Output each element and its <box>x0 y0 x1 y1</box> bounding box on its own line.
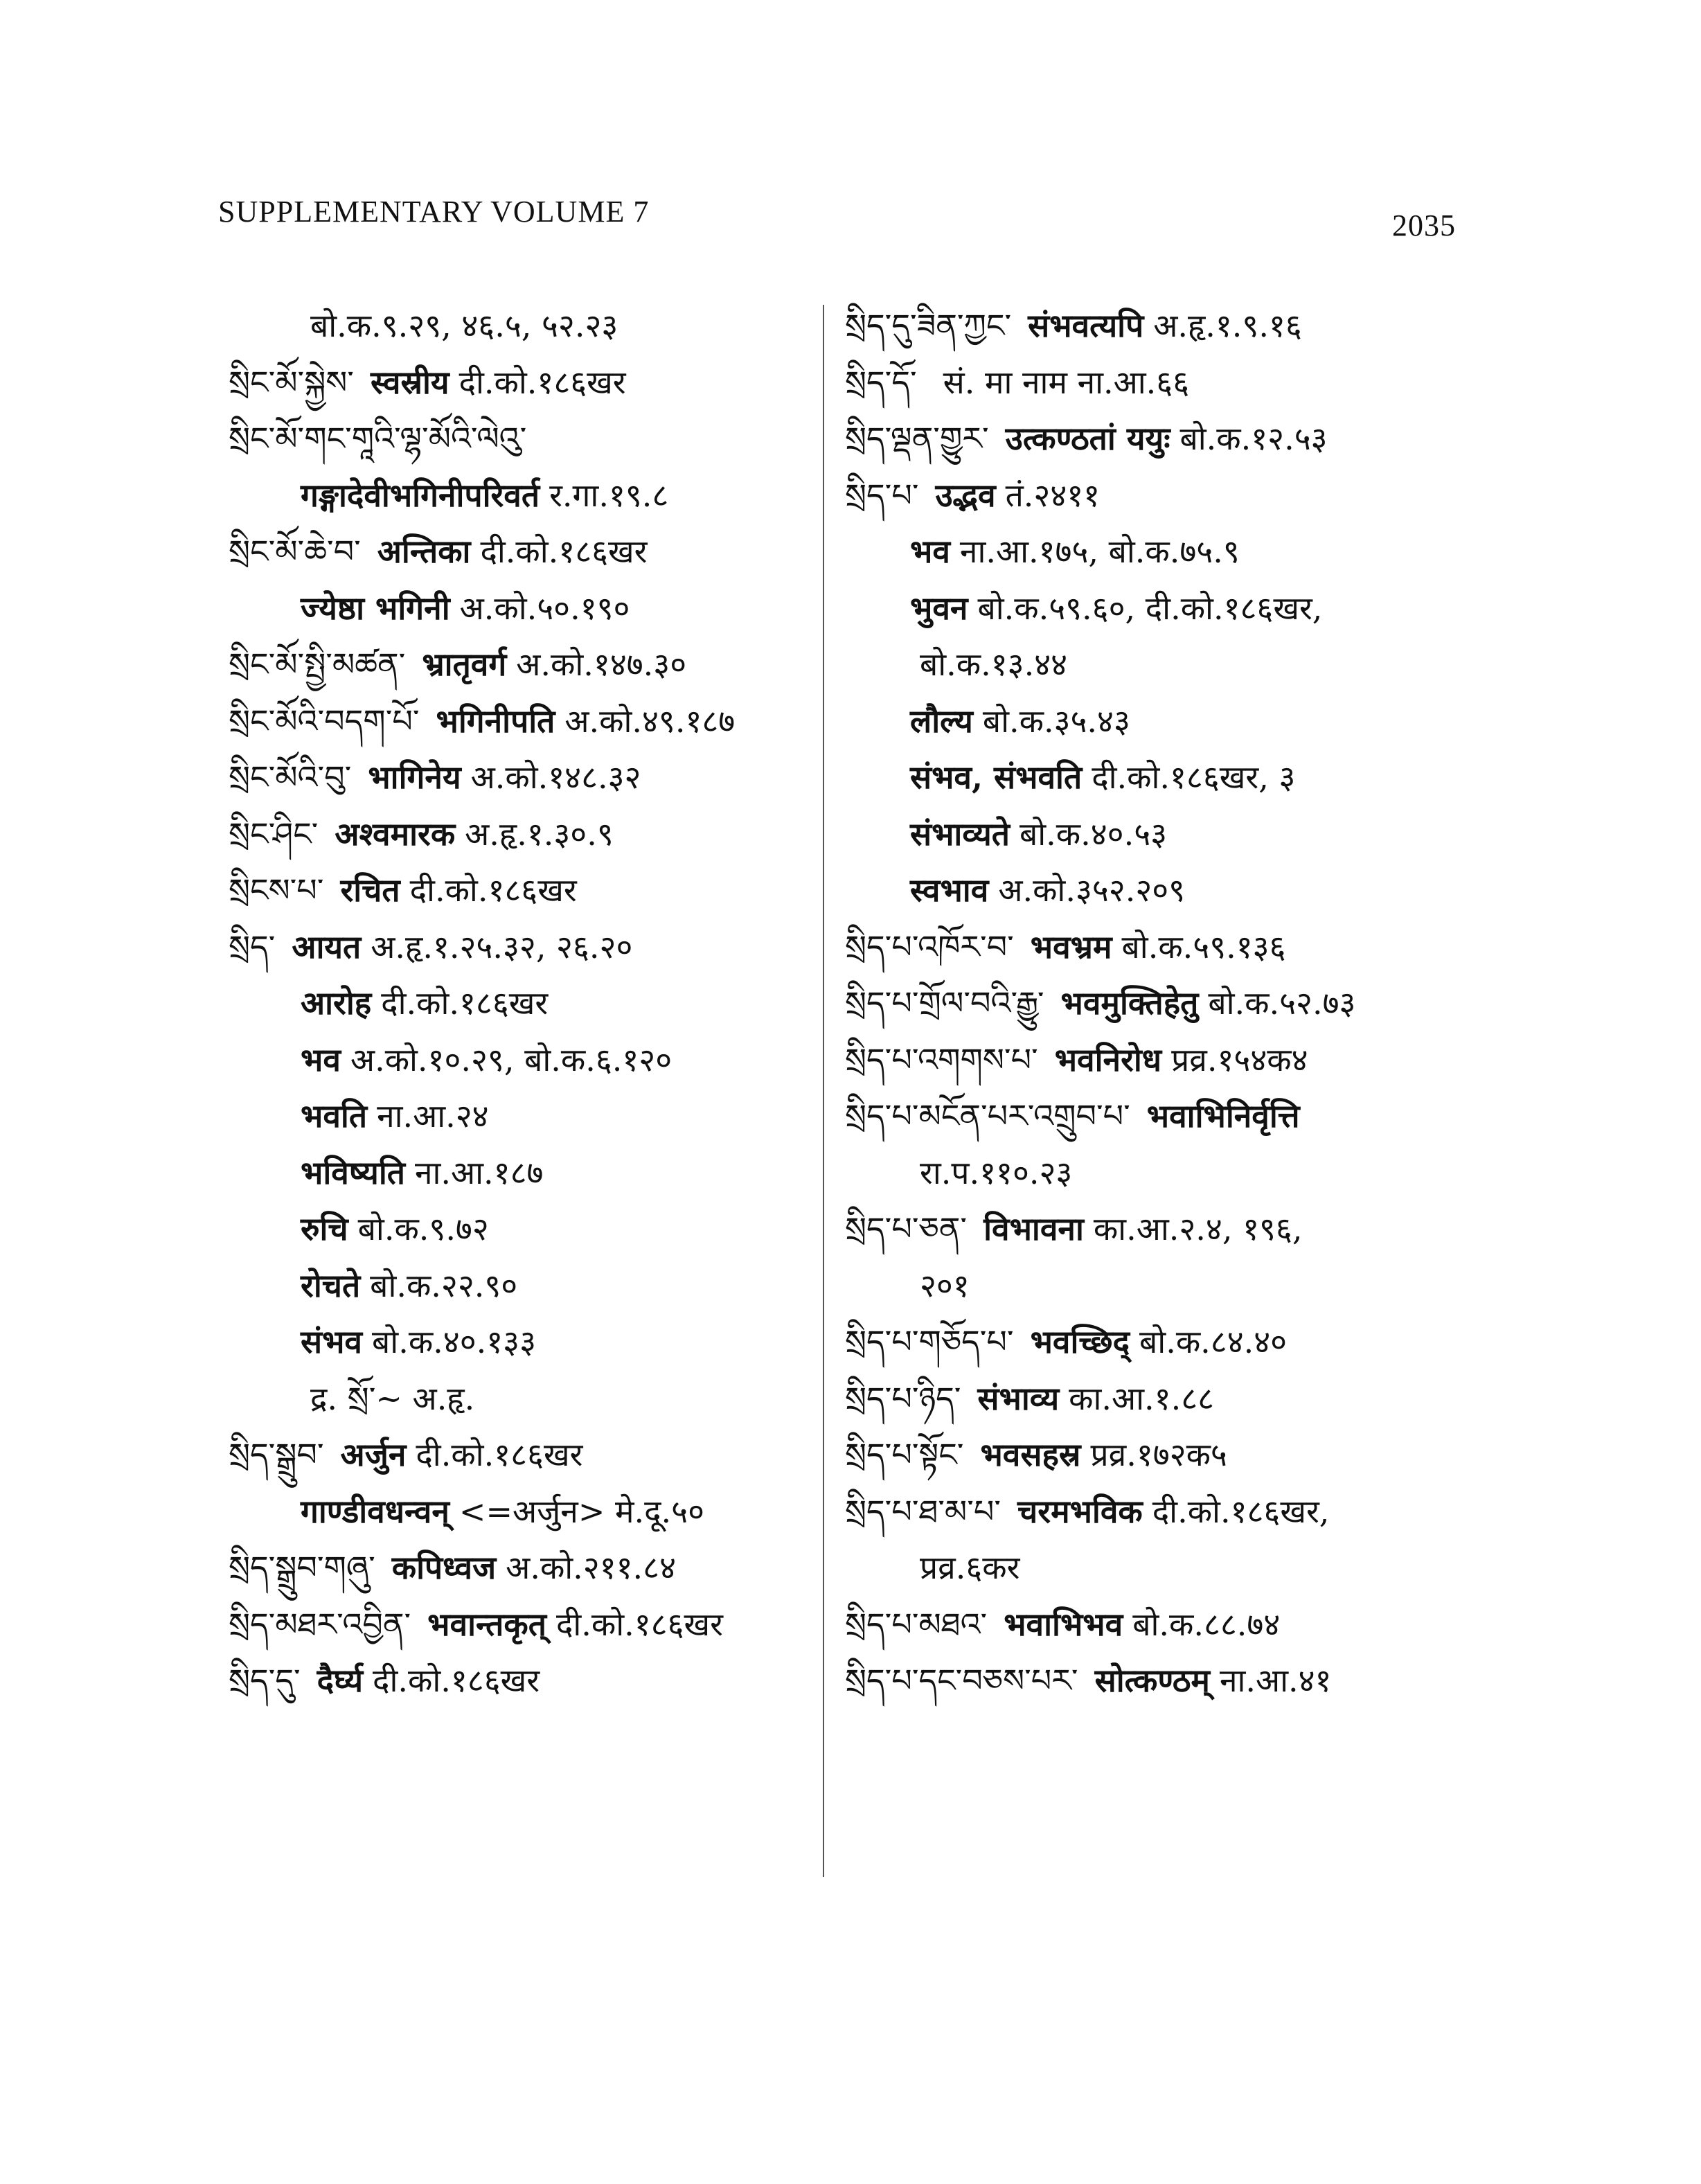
source-reference: ना.आ.१७५, बो.क.७५.९ <box>959 533 1240 570</box>
dictionary-entry <box>845 524 1538 580</box>
source-reference: बो.क.८८.७४ <box>1132 1605 1281 1643</box>
source-reference: प्रव्र.६कर <box>920 1549 1020 1586</box>
tibetan-headword: སྲིད་པ་ཐ་མ་པ་ <box>845 1492 1001 1530</box>
source-reference: दी.को.१८६खर <box>416 1436 583 1473</box>
dictionary-entry <box>845 975 1538 1032</box>
source-reference: बो.क.५९.६०, दी.को.१८६खर, <box>977 589 1323 627</box>
dictionary-entry <box>845 1088 1538 1145</box>
dictionary-entry <box>229 693 824 750</box>
dictionary-entry <box>229 1032 824 1089</box>
dictionary-entry <box>229 749 824 806</box>
source-reference: अ.हृ.१.९.१६ <box>1153 307 1302 344</box>
source-reference: र.गा.१९.८ <box>549 476 669 514</box>
tibetan-headword: སྲིང་མོ་ཆེ་བ་ <box>229 533 361 570</box>
dictionary-entry <box>845 1145 1538 1202</box>
source-reference: प्रव्र.१७२क५ <box>1090 1436 1227 1473</box>
dictionary-entry <box>845 862 1538 919</box>
sanskrit-equivalent: भवनिरोध <box>1054 1040 1162 1078</box>
source-reference: अ.को.२११.८४ <box>506 1549 677 1586</box>
source-reference: बो.क.९.७२ <box>357 1210 489 1248</box>
sanskrit-equivalent: संभव, संभवति <box>910 758 1083 796</box>
sanskrit-equivalent: संभाव्य <box>977 1379 1060 1417</box>
source-reference: बो.क.२२.९० <box>370 1266 518 1304</box>
dictionary-entry <box>845 1540 1538 1597</box>
source-reference: दी.को.१८६खर <box>458 363 626 401</box>
sanskrit-equivalent: भुवन <box>910 589 968 627</box>
sanskrit-equivalent: अन्तिका <box>377 533 471 570</box>
dictionary-entry <box>229 1314 824 1371</box>
sanskrit-equivalent: उद्भव <box>935 476 996 514</box>
dictionary-entry <box>845 298 1538 355</box>
source-reference: दी.को.१८६खर <box>381 984 549 1022</box>
dictionary-entry <box>845 1032 1538 1089</box>
source-reference: अ.हृ.१.२५.३२, २६.२० <box>371 927 633 966</box>
dictionary-entry <box>845 580 1538 637</box>
sanskrit-equivalent: आयत <box>292 927 362 966</box>
running-header: SUPPLEMENTARY VOLUME 7 <box>218 195 650 229</box>
source-reference: <=अर्जुन> मे.दू.५० <box>458 1492 704 1530</box>
sanskrit-equivalent: भगिनीपति <box>436 702 555 740</box>
dictionary-entry <box>845 693 1538 750</box>
sanskrit-equivalent: दैर्घ्य <box>317 1662 364 1699</box>
sanskrit-equivalent: आरोह <box>301 984 372 1022</box>
sanskrit-equivalent: संभवत्यपि <box>1028 307 1144 344</box>
source-reference: ना.आ.२४ <box>377 1097 489 1135</box>
sanskrit-equivalent: भवान्तकृत् <box>427 1605 546 1643</box>
sanskrit-equivalent: स्वस्रीय <box>370 363 449 401</box>
tibetan-headword: སྲིང་མོ་གང་གཱའི་ལྷ་མོའི་ལེའུ་ <box>229 420 527 457</box>
dictionary-entry <box>229 1540 824 1597</box>
sanskrit-equivalent: भवति <box>301 1097 368 1135</box>
source-reference: बो.क.४०.५३ <box>1019 815 1168 853</box>
dictionary-entry <box>845 1427 1538 1484</box>
source-reference: दी.को.१८६खर, <box>1152 1492 1330 1530</box>
sanskrit-equivalent: अर्जुन <box>340 1436 407 1473</box>
sanskrit-equivalent: गङ्गादेवीभगिनीपरिवर्त <box>301 476 540 514</box>
source-reference: अ.को.१४७.३० <box>516 646 687 683</box>
sanskrit-equivalent: रचित <box>340 871 400 909</box>
dictionary-entry <box>229 975 824 1032</box>
dictionary-entry <box>229 468 824 524</box>
sanskrit-equivalent: भ्रातृवर्ग <box>422 646 507 683</box>
tibetan-headword: སྲིད་མཐར་འབྱིན་ <box>229 1605 411 1643</box>
source-reference: सं. मा नाम ना.आ.६६ <box>943 363 1190 401</box>
dictionary-entry <box>229 1201 824 1258</box>
sanskrit-equivalent: सोत्कण्ठम् <box>1094 1662 1210 1699</box>
sanskrit-equivalent: भवभ्रम <box>1030 927 1112 966</box>
page-number: 2035 <box>1392 208 1456 242</box>
source-reference: अ.को.४९.१८७ <box>564 702 736 740</box>
sanskrit-equivalent: रोचते <box>301 1266 361 1304</box>
sanskrit-equivalent: लौल्य <box>910 702 973 740</box>
sanskrit-equivalent: चरमभविक <box>1017 1492 1143 1530</box>
tibetan-headword: སྲིང་མོའི་བུ་ <box>229 758 352 796</box>
source-reference: प्रव्र.१५४क४ <box>1171 1040 1308 1078</box>
sanskrit-equivalent: अश्वमारक <box>335 815 456 853</box>
dictionary-entry <box>845 919 1538 976</box>
dictionary-entry <box>845 1371 1538 1428</box>
column-divider <box>823 305 824 1877</box>
sanskrit-equivalent: उत्कण्ठतां ययुः <box>1005 420 1170 457</box>
sanskrit-equivalent: कपिध्वज <box>391 1549 497 1586</box>
tibetan-headword: སྲིད་པ་ <box>845 476 919 514</box>
dictionary-entry <box>845 806 1538 863</box>
sanskrit-equivalent: भवच्छिद् <box>1030 1323 1130 1360</box>
dictionary-entry <box>845 468 1538 524</box>
source-reference: अ.हृ.१.३०.९ <box>465 815 614 853</box>
tibetan-headword: སྲིངས་པ་ <box>229 871 324 909</box>
tibetan-headword: སྲིད་དུ་ <box>229 1662 301 1699</box>
sanskrit-equivalent: गाण्डीवधन्वन् <box>301 1492 449 1530</box>
dictionary-entry <box>845 1484 1538 1541</box>
source-reference: बो.क.५९.१३६ <box>1121 927 1286 966</box>
source-reference: अ.को.१०.२९, बो.क.६.१२० <box>350 1040 673 1078</box>
sanskrit-equivalent: विभावना <box>983 1210 1084 1248</box>
sanskrit-equivalent: संभाव्यते <box>910 815 1010 853</box>
tibetan-headword: སྲིད་པ་གྲོལ་བའི་རྒྱུ་ <box>845 984 1044 1022</box>
dictionary-entry <box>845 355 1538 411</box>
dictionary-entry <box>229 862 824 919</box>
tibetan-headword: སྲིད་པ་ཉིད་ <box>845 1379 961 1417</box>
dictionary-entry <box>229 806 824 863</box>
tibetan-headword: སྲིང་མོ་སྐྱེས་ <box>229 363 354 401</box>
tibetan-headword: སྲིང་ཤིང་ <box>229 815 319 853</box>
tibetan-headword: སྲིད་སྒྲུབ་ <box>229 1436 324 1473</box>
dictionary-entry <box>845 1597 1538 1653</box>
dictionary-entry <box>845 1258 1538 1315</box>
source-reference: बो.क.९.२९, ४६.५, ५२.२३ <box>310 307 618 344</box>
source-reference: अ.को.३५२.२०९ <box>998 871 1186 909</box>
dictionary-entry <box>845 411 1538 468</box>
sanskrit-equivalent: भवाभिनिर्वृत्ति <box>1146 1097 1300 1135</box>
sanskrit-equivalent: संभव <box>301 1323 363 1360</box>
tibetan-headword: སྲིད་པ་ཅན་ <box>845 1210 968 1248</box>
tibetan-headword: སྲིད་པ་མཐའ་ <box>845 1605 988 1643</box>
dictionary-entry <box>229 1371 824 1428</box>
source-reference: २०१ <box>920 1266 970 1304</box>
dictionary-entry <box>229 1427 824 1484</box>
tibetan-headword: སྲིད་པ་སྟོང་ <box>845 1436 964 1473</box>
tibetan-headword: སྲིད་པ་གཅོད་པ་ <box>845 1323 1014 1360</box>
tibetan-headword: སྲིད་སྒྲུབ་གཞུ་ <box>229 1549 375 1586</box>
dictionary-entry <box>229 1088 824 1145</box>
dictionary-entry <box>229 355 824 411</box>
tibetan-headword: སྲིད་པ་མངོན་པར་འགྲུབ་པ་ <box>845 1097 1130 1135</box>
dictionary-entry <box>845 637 1538 693</box>
sanskrit-equivalent: भवमुक्तिहेतु <box>1060 984 1199 1022</box>
tibetan-headword: སྲིད་ <box>229 927 276 966</box>
source-reference: अ.को.१४८.३२ <box>470 758 641 796</box>
tibetan-headword: སྲིད་པ་དང་བཅས་པར་ <box>845 1662 1078 1699</box>
left-column <box>229 298 824 1710</box>
source-reference: दी.को.१८६खर <box>480 533 648 570</box>
dictionary-entry <box>229 524 824 580</box>
sanskrit-equivalent: भव <box>301 1040 341 1078</box>
dictionary-entry <box>229 298 824 355</box>
source-reference: ना.आ.१८७ <box>414 1153 544 1191</box>
source-reference: का.आ.१.८८ <box>1069 1379 1215 1417</box>
dictionary-entry <box>845 1653 1538 1710</box>
right-column <box>845 298 1538 1710</box>
source-reference: द्र. སྲོ་~ अ.हृ. <box>310 1379 475 1417</box>
dictionary-entry <box>229 1653 824 1710</box>
source-reference: बो.क.८४.४० <box>1139 1323 1288 1360</box>
sanskrit-equivalent: स्वभाव <box>910 871 989 909</box>
sanskrit-equivalent: भवसहस्र <box>980 1436 1081 1473</box>
source-reference: बो.क.४०.१३३ <box>372 1323 536 1360</box>
tibetan-headword: སྲིང་མོའི་བདག་པོ་ <box>229 702 420 740</box>
tibetan-headword: སྲིང་མོ་སྤྱི་མཚན་ <box>229 646 406 683</box>
source-reference: ना.आ.४१ <box>1219 1662 1332 1699</box>
source-reference: तं.२४११ <box>1005 476 1101 514</box>
dictionary-entry <box>845 749 1538 806</box>
dictionary-entry <box>229 919 824 976</box>
dictionary-entry <box>229 580 824 637</box>
dictionary-entry <box>229 637 824 693</box>
sanskrit-equivalent: भागिनेय <box>368 758 461 796</box>
dictionary-entry <box>229 1484 824 1541</box>
dictionary-entry <box>845 1314 1538 1371</box>
sanskrit-equivalent: भवाभिभव <box>1004 1605 1123 1643</box>
dictionary-entry <box>229 411 824 468</box>
sanskrit-equivalent: भविष्यति <box>301 1153 405 1191</box>
source-reference: का.आ.२.४, १९६, <box>1093 1210 1303 1248</box>
source-reference: दी.को.१८६खर, ३ <box>1092 758 1296 796</box>
source-reference: रा.प.११०.२३ <box>920 1153 1073 1191</box>
dictionary-entry <box>229 1597 824 1653</box>
sanskrit-equivalent: ज्येष्ठा भगिनी <box>301 589 450 627</box>
source-reference: बो.क.१३.४४ <box>920 646 1068 683</box>
tibetan-headword: སྲིད་དུ་ཟིན་ཀྱང་ <box>845 307 1012 344</box>
source-reference: दी.को.१८६खर <box>373 1662 540 1699</box>
tibetan-headword: སྲིད་པ་འགགས་པ་ <box>845 1040 1038 1078</box>
tibetan-headword: སྲིད་པ་འཁོར་བ་ <box>845 927 1014 966</box>
dictionary-entry <box>229 1258 824 1315</box>
source-reference: बो.क.३५.४३ <box>982 702 1130 740</box>
dictionary-entry <box>845 1201 1538 1258</box>
source-reference: दी.को.१८६खर <box>409 871 577 909</box>
tibetan-headword: སྲིད་ལྡན་གྱུར་ <box>845 420 989 457</box>
source-reference: अ.को.५०.१९० <box>459 589 630 627</box>
tibetan-headword: སྲིད་དོ་ <box>845 363 917 401</box>
source-reference: बो.क.१२.५३ <box>1179 420 1328 457</box>
dictionary-entry <box>229 1145 824 1202</box>
source-reference: दी.को.१८६खर <box>555 1605 723 1643</box>
source-reference: बो.क.५२.७३ <box>1208 984 1356 1022</box>
sanskrit-equivalent: रुचि <box>301 1210 348 1248</box>
sanskrit-equivalent: भव <box>910 533 950 570</box>
